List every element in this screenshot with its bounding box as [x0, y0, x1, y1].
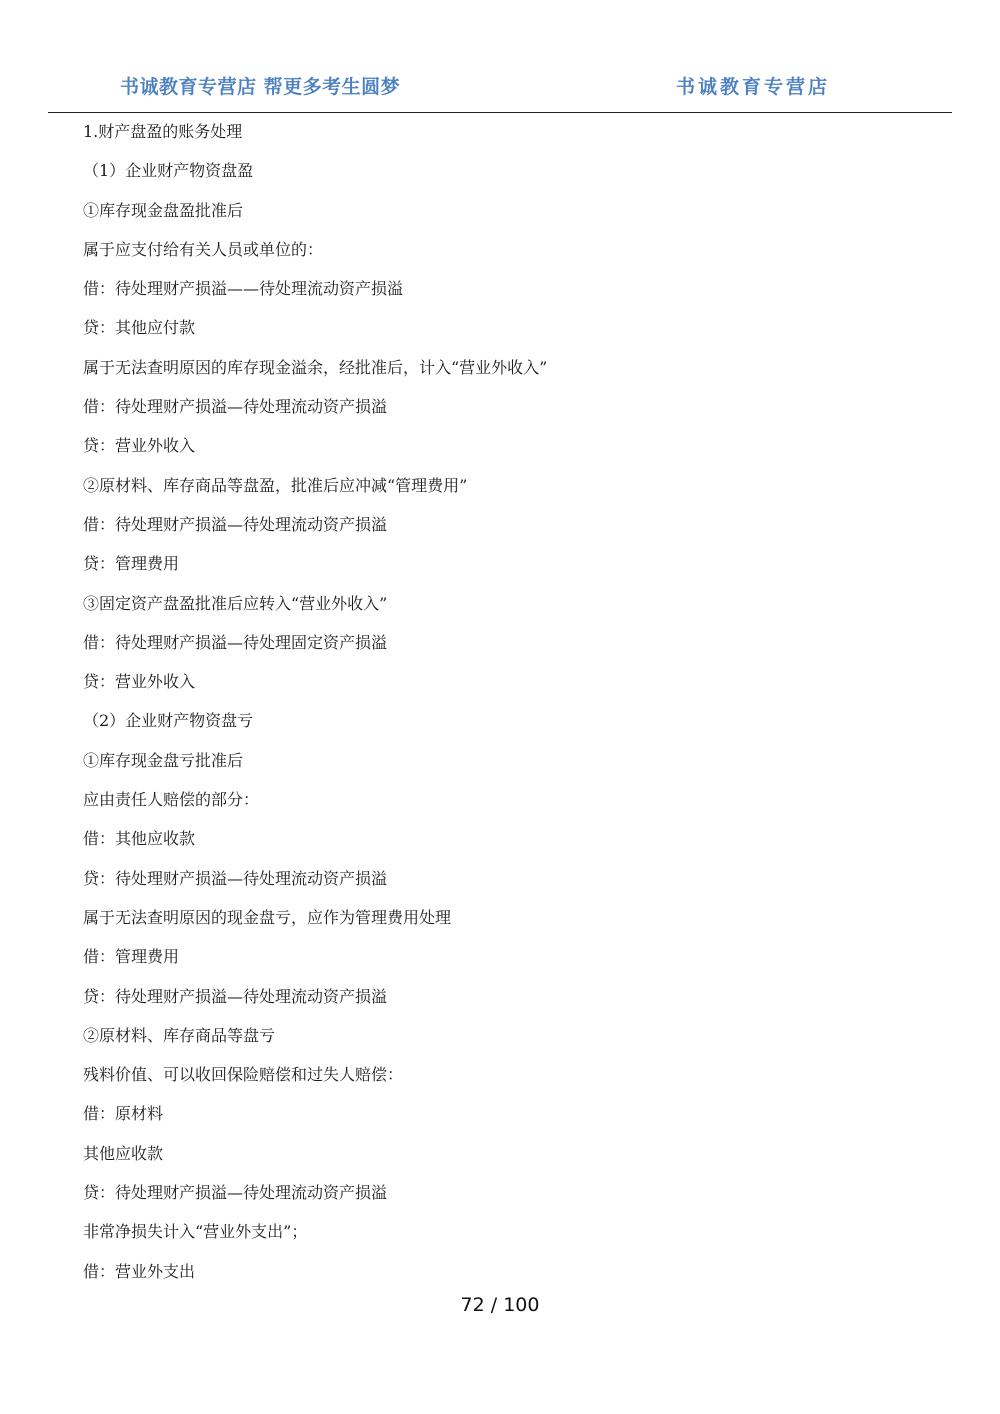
text-line: 贷：营业外收入 [83, 436, 196, 456]
text-line: 贷：待处理财产损溢—待处理流动资产损溢 [83, 868, 388, 888]
text-line: 贷：待处理财产损溢—待处理流动资产损溢 [83, 986, 388, 1006]
text-line: 借：营业外支出 [83, 1261, 196, 1281]
text-line: ①库存现金盘盈批准后 [83, 200, 244, 220]
text-line: 借：待处理财产损溢—待处理固定资产损溢 [83, 632, 388, 652]
text-line: 贷：管理费用 [83, 554, 180, 574]
text-line: ②原材料、库存商品等盘亏 [83, 1025, 276, 1045]
header-store-slogan: 书诚教育专营店 帮更多考生圆梦 [120, 76, 401, 98]
text-line: ③固定资产盘盈批准后应转入“营业外收入” [83, 593, 388, 613]
text-line: 贷：待处理财产损溢—待处理流动资产损溢 [83, 1183, 388, 1203]
text-line: 贷：营业外收入 [83, 672, 196, 692]
text-line: 借：其他应收款 [83, 829, 196, 849]
text-line: 借：待处理财产损溢—待处理流动资产损溢 [83, 514, 388, 534]
header-store-name: 书诚教育专营店 [676, 76, 831, 98]
header-divider [48, 112, 952, 113]
text-line: 残料价值、可以收回保险赔偿和过失人赔偿： [83, 1065, 404, 1085]
text-line: 借：待处理财产损溢——待处理流动资产损溢 [83, 279, 404, 299]
text-line: 属于应支付给有关人员或单位的： [83, 239, 324, 259]
text-line: 贷：其他应付款 [83, 318, 196, 338]
text-line: 属于无法查明原因的现金盘亏，应作为管理费用处理 [83, 907, 452, 927]
text-line: 借：原材料 [83, 1104, 164, 1124]
text-line: 借：管理费用 [83, 947, 180, 967]
text-line: 非常净损失计入“营业外支出”； [83, 1222, 308, 1242]
text-line: 1.财产盘盈的账务处理 [83, 122, 243, 141]
text-line: ②原材料、库存商品等盘盈，批准后应冲减“管理费用” [83, 475, 468, 495]
text-line: （2）企业财产物资盘亏 [83, 711, 254, 731]
text-line: 借：待处理财产损溢—待处理流动资产损溢 [83, 397, 388, 417]
text-line: （1）企业财产物资盘盈 [83, 161, 254, 181]
text-line: 应由责任人赔偿的部分： [83, 790, 260, 810]
body-text [83, 118, 943, 1297]
page-number: 72 / 100 [460, 1294, 540, 1316]
text-line: ①库存现金盘亏批准后 [83, 750, 244, 770]
text-line: 属于无法查明原因的库存现金溢余，经批准后，计入“营业外收入” [83, 357, 548, 377]
text-line: 其他应收款 [83, 1143, 164, 1163]
